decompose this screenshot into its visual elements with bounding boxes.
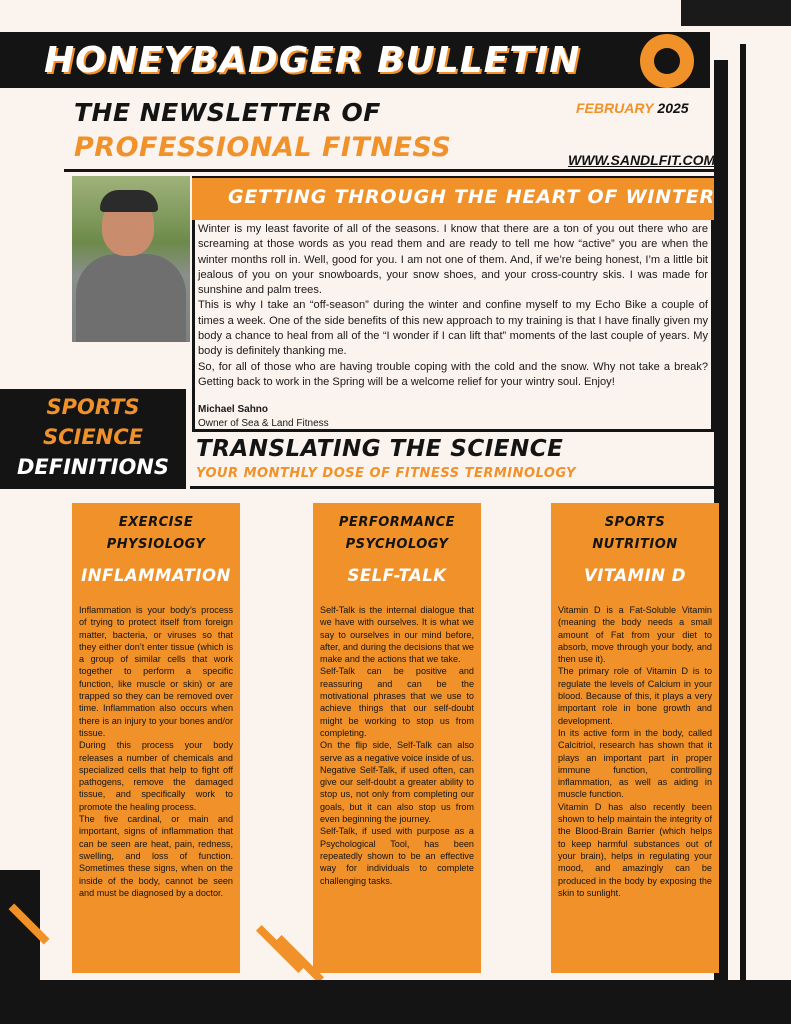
column-category (72, 512, 240, 556)
section-label-line3: DEFINITIONS (16, 455, 169, 479)
column-category (313, 512, 481, 556)
newsletter-title: HONEYBADGER BULLETIN (44, 40, 581, 81)
column-term: INFLAMMATION (81, 566, 231, 585)
author-role: Owner of Sea & Land Fitness (198, 418, 329, 429)
column-paragraph: Self-Talk, if used with purpose as a Psychological Tool, has been repeatedly shown to be an effective way for individuals to complete challenging tasks. (320, 826, 474, 886)
article-paragraph: This is why I take an “off-season” during the winter and confine myself to my Echo Bike a couple of times a week. One of the side benefits of this new approach to my training is that I have finally given my body a chance to heal from all of the “I wonder if I can lift that” moments of the last couple of years. My body is definitely thanking me. (198, 299, 708, 358)
column-term: VITAMIN D (584, 566, 686, 585)
issue-month: FEBRUARY (576, 100, 654, 116)
author-photo (72, 176, 190, 342)
article-paragraph: Winter is my least favorite of all of the seasons. I know that there are a ton of you out there who are screaming at those words as you read them and are ready to tell me how “active” you are when the winter months roll in. Well, good for you. I am not one of them. And, if we’re being honest, I’m a little bit jealous of you on your snowboards, your snow shoes, and your cross-country skis. I was made for sunshine and palm trees. (198, 223, 708, 297)
author-name: Michael Sahno (198, 404, 269, 415)
article-paragraph: So, for all of those who are having trouble coping with the cold and the snow. Why not take a break? Getting back to work in the Spring will be a welcome relief for your wintry soul. Enjoy! (198, 360, 708, 388)
column-paragraph: In its active form in the body, called Calcitriol, research has shown that it plays an important part in proper immune function, controlling inflammation, as well as aiding in muscle function. (558, 727, 712, 800)
column-category-line1: EXERCISE (118, 515, 194, 530)
column-category-line2: NUTRITION (592, 537, 678, 552)
article-signature (198, 403, 329, 431)
photo-cap-shape (100, 190, 158, 212)
column-paragraph: On the flip side, Self-Talk can also serve as a negative voice inside of us. Negative Self-Talk, if used often, can give our self-doubt a greater ability to stop us, not only from completing our goals, but it can also stop us from even beginning the journey. (320, 740, 474, 825)
section-label (0, 392, 186, 482)
definitions-subtitle: YOUR MONTHLY DOSE OF FITNESS TERMINOLOGY (196, 466, 577, 481)
column-paragraph: The five cardinal, or main and important, signs of inflammation that can be seen are heat, pain, redness, swelling, and loss of function. Sometimes these signs, when on the inside of the body, cannot be seen and must be diagnosed by a doctor. (79, 814, 233, 898)
column-category-line1: PERFORMANCE (338, 515, 456, 530)
column-paragraph: During this process your body releases a number of chemicals and specialized cells that help to fight off pathogens, remove the damaged tissue, and specifically work to promote the healing process. (79, 740, 233, 812)
column-paragraph: Vitamin D is a Fat-Soluble Vitamin (meaning the body needs a small amount of Fat from your diet to absorb, move through your body, and then use it). (558, 605, 712, 665)
column-text (79, 604, 233, 899)
column-category-line2: PSYCHOLOGY (345, 537, 449, 552)
footer-bar (0, 980, 791, 1024)
column-category-line2: PHYSIOLOGY (106, 537, 206, 552)
newsletter-subtitle-line2: PROFESSIONAL FITNESS (74, 132, 452, 163)
section-label-line1: SPORTS (46, 395, 140, 419)
column-paragraph: Self-Talk is the internal dialogue that we have with ourselves. It is what we say to ourselves in our mind before, after, and during the decisions that we make and the actions that we take. (320, 605, 474, 665)
section-label-line2: SCIENCE (42, 425, 144, 449)
issue-year: 2025 (657, 100, 689, 116)
definitions-divider (190, 486, 714, 489)
article-body (198, 222, 708, 390)
column-term: SELF-TALK (347, 566, 447, 585)
column-paragraph: Vitamin D has also recently been shown to help maintain the integrity of the Blood-Brain Barrier (which helps to keep harmful substances out of your brain), helps in regulating your mood, and amazingly can be produced in the body by exposing the skin to sunlight. (558, 801, 712, 898)
photo-body-shape (76, 254, 186, 342)
column-text (558, 604, 712, 899)
column-category-line1: SPORTS (604, 515, 666, 530)
issue-date (576, 100, 689, 116)
diagonal-stripe (256, 925, 304, 973)
newsletter-subtitle-line1: THE NEWSLETTER OF (74, 98, 381, 127)
header-divider (64, 169, 714, 172)
column-paragraph: Inflammation is your body’s process of trying to protect itself from foreign matter, bacteria, or viruses so that they either don’t enter tissue (which is a group of similar cells that work together to perform a specific function, like muscle or skin) or are trapped so they can be removed over time. Inflammation also occurs when there is an injury to your bones and/or tissue. (79, 605, 233, 738)
column-paragraph: Self-Talk can be positive and reassuring and can be the motivational phrases that we use to achieve things that our self-doubt might be working to stop us from completing. (320, 666, 474, 738)
website-link[interactable]: WWW.SANDLFIT.COM (568, 152, 716, 168)
article-title: GETTING THROUGH THE HEART OF WINTER (228, 186, 715, 208)
definitions-title: TRANSLATING THE SCIENCE (196, 436, 564, 462)
sea-and-land-logo (640, 34, 694, 88)
column-category (551, 512, 719, 556)
column-text (320, 604, 474, 887)
column-paragraph: The primary role of Vitamin D is to regulate the levels of Calcium in your blood. Because of this, it plays a very important role in bone growth and development. (558, 666, 712, 726)
right-rail-decoration-thin (740, 44, 746, 1004)
logo-emblem-icon (654, 48, 680, 74)
top-corner-decoration (681, 0, 791, 26)
